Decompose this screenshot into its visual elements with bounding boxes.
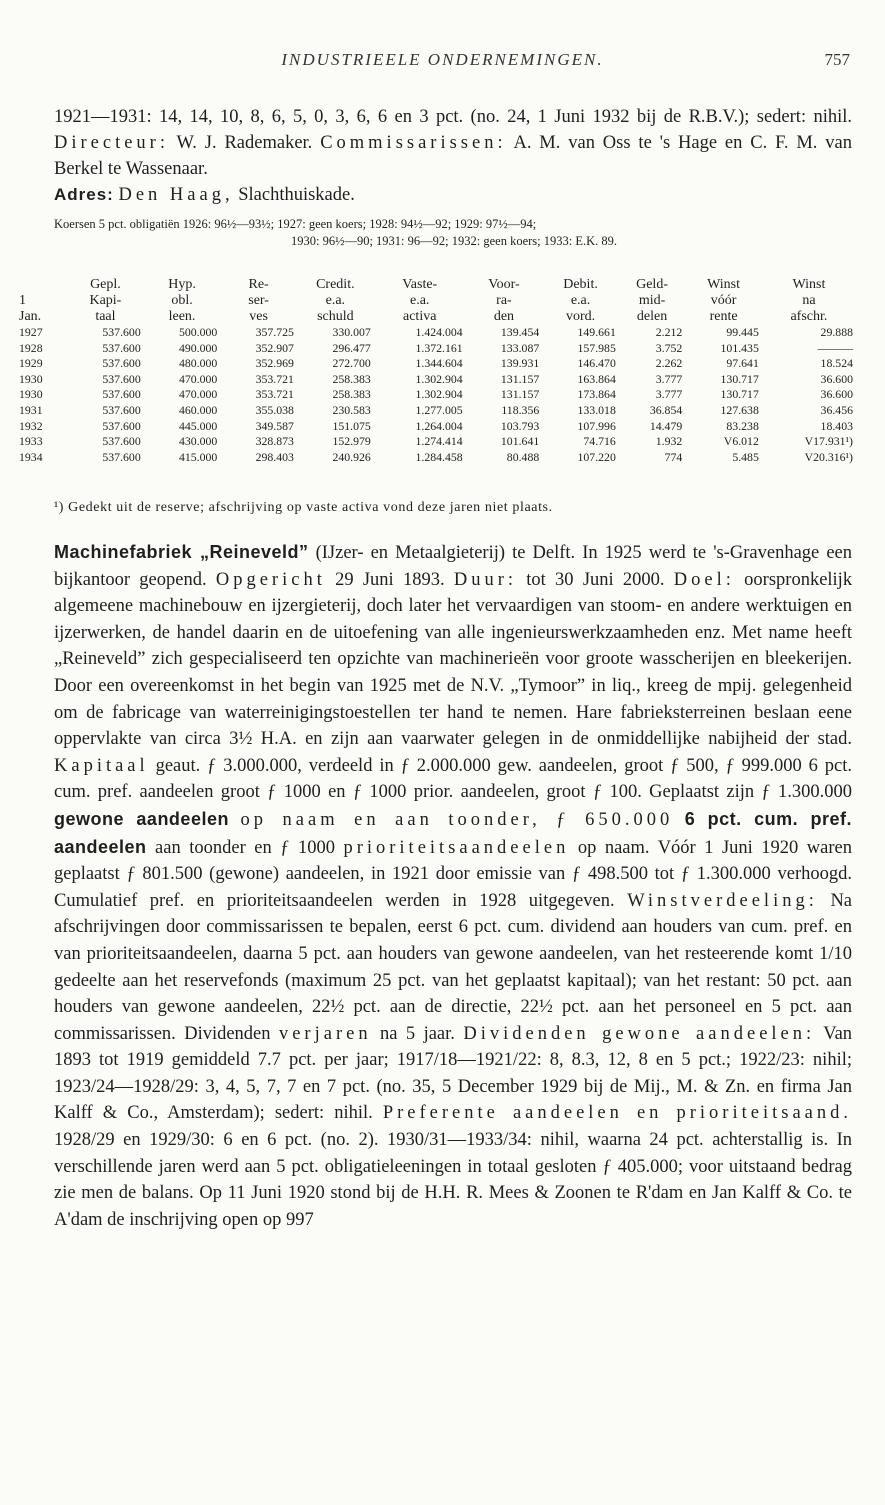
table-cell: 230.583 — [332, 402, 371, 417]
table-cell: 107.996 — [577, 418, 616, 433]
table-header-row — [16, 277, 856, 325]
table-cell: 537.600 — [102, 402, 141, 417]
column-header-line: e.a. — [325, 293, 346, 308]
kapitaal-label: Kapitaal — [54, 755, 149, 776]
table-cell: 352.907 — [255, 340, 294, 355]
dividend-history: 1921—1931: 14, 14, 10, 8, 6, 5, 0, 3, 6, 6 en 3 pct. (no. 24, 1 Juni 1932 bij de R.B.V.); sedert: nihil. — [54, 107, 852, 127]
dividenden-gewone-value: Van 1893 tot 1919 gemiddeld 7.7 pct. per jaar; 1917/18—1921/22: 8, 8.3, 12, 8 en 5 pct.; 1922/23: nihil; 1923/24—1928/29: 3, 4, 5, 7, 7 en 7 pct. (no. 35, 5 December 1929 bij de Mij., M. & Zn. en firma Jan Kalff & Co., Amsterdam); sedert: nihil. — [54, 1023, 853, 1124]
page-number: 757 — [824, 50, 850, 69]
column-header-line: na — [802, 293, 816, 308]
bond-prices — [54, 216, 854, 250]
column-header-line: rente — [709, 309, 738, 324]
table-cell: 80.488 — [506, 449, 540, 464]
row-year-cell: 1929 — [19, 356, 43, 371]
directeur-value: W. J. Rademaker. — [176, 133, 313, 153]
table-row — [16, 434, 856, 450]
table-cell: 2.262 — [655, 356, 683, 371]
table-cell: 353.721 — [255, 371, 294, 386]
column-header-line: Debit. — [563, 277, 598, 292]
table-body — [16, 325, 856, 465]
table-cell: 107.220 — [577, 449, 616, 464]
table-cell: 537.600 — [102, 340, 141, 355]
duur-label: Duur: — [453, 569, 518, 590]
company-intro: (IJzer- en Metaalgieterij) te Delft. In 1925 werd te 's-Gravenhage een bijkantoor geopend. — [54, 543, 853, 590]
table-cell: 537.600 — [102, 418, 141, 433]
column-header-line: e.a. — [570, 293, 591, 308]
column-header-line: Hyp. — [168, 277, 196, 292]
table-cell: 258.383 — [332, 387, 371, 402]
gewone-aandeelen-value: op naam en aan toonder, ƒ 650.000 — [240, 809, 674, 830]
table-cell: 537.600 — [102, 387, 141, 402]
table-cell: 1.424.004 — [415, 325, 463, 339]
table-row — [16, 387, 856, 403]
table-cell: 3.777 — [655, 371, 683, 386]
table-cell: 130.717 — [720, 371, 759, 386]
row-year-cell: 1927 — [19, 325, 43, 339]
column-header-line: delen — [636, 309, 668, 324]
column-header-line: Voor- — [488, 277, 520, 292]
table-cell: 83.238 — [726, 418, 759, 433]
table-cell: 133.018 — [577, 402, 616, 417]
column-header-line: activa — [403, 309, 437, 324]
table-cell: 36.854 — [649, 402, 683, 417]
table-row — [16, 372, 856, 388]
table-cell: 18.524 — [820, 356, 853, 371]
column-header-line: ra- — [496, 293, 512, 308]
table-cell: 537.600 — [102, 356, 141, 371]
column-header — [144, 277, 221, 325]
row-year-cell: 1932 — [19, 418, 43, 433]
pref-aandeelen-value: aan toonder en ƒ 1000 — [155, 837, 335, 858]
column-header-line: Jan. — [19, 309, 42, 324]
table-cell: 74.716 — [583, 434, 616, 449]
table-cell: 133.087 — [500, 340, 540, 355]
column-header — [685, 277, 762, 325]
column-header-line: schuld — [317, 309, 354, 324]
table-cell: 36.600 — [820, 387, 853, 402]
prior-aandeelen-value: op naam. Vóór 1 Juni 1920 waren geplaatst ƒ 801.500 (gewone) aandeelen, in 1921 door emissie van ƒ 498.500 tot ƒ 1.300.000 verhoogd. Cumulatief pref. en prioriteitsaandeelen werden in 1928 uitgegeven. — [54, 837, 852, 911]
prior-aandeelen-label: prioriteitsaandeelen — [343, 837, 570, 858]
column-header — [67, 277, 144, 325]
column-header-line: 1 — [19, 293, 26, 308]
table-cell: 537.600 — [102, 325, 141, 339]
doel-label: Doel: — [673, 569, 735, 590]
table-cell: 445.000 — [178, 418, 218, 433]
table-cell: 14.479 — [649, 418, 683, 433]
table-cell: 352.969 — [255, 356, 294, 371]
table-cell: 357.725 — [255, 325, 294, 339]
table-row — [16, 403, 856, 419]
verjaren-value: na 5 jaar. — [380, 1023, 455, 1044]
table-cell: 101.435 — [720, 340, 759, 355]
column-header-line: den — [493, 309, 515, 324]
dividenden-gewone-label: Dividenden gewone aandeelen: — [463, 1023, 816, 1044]
table-cell: 774 — [664, 449, 683, 464]
financial-table — [16, 277, 856, 465]
table-footnote: ¹) Gedekt uit de reserve; afschrijving op vaste activa vond deze jaren niet plaats. — [54, 500, 553, 515]
column-header-line: Re- — [248, 277, 269, 292]
table-cell: 1.302.904 — [415, 371, 463, 386]
table-cell: 118.356 — [501, 402, 540, 417]
verjaren-label: verjaren — [278, 1023, 372, 1044]
duur-value: tot 30 Juni 2000. — [526, 569, 665, 590]
table-cell: 163.864 — [577, 371, 616, 386]
table-cell: 328.873 — [255, 434, 294, 449]
table-cell: 330.007 — [332, 325, 371, 339]
table-cell: 537.600 — [102, 449, 141, 464]
table-cell: V6.012 — [723, 434, 759, 449]
column-header — [466, 277, 543, 325]
table-cell: 1.264.004 — [415, 418, 463, 433]
table-cell: 5.485 — [732, 449, 759, 464]
company-article — [54, 539, 852, 1233]
row-year-cell: 1930 — [19, 387, 43, 402]
winstverdeeling-label: Winstverdeeling: — [627, 890, 818, 911]
table-cell: 1.372.161 — [415, 340, 463, 355]
table-cell: V17.931¹) — [804, 434, 853, 449]
bond-prices-line-2: 1930: 96½—90; 1931: 96—92; 1932: geen koers; 1933: E.K. 89. — [290, 234, 618, 248]
table-row — [16, 419, 856, 435]
doel-value: oorspronkelijk algemeene machinebouw en ijzergieterij, doch later het vervaardigen van stoom- en andere werktuigen en ijzerwerken, de handel daarin en de uitoefening van alle ingenieurswerkzaamheden enz. Met name heeft „Reineveld” zich gespecialiseerd ten opzichte van machinerieën voor groote wasscherijen en bleekerijen. Door een overeenkomst in het begin van 1925 met de N.V. „Tymoor” in liq., kreeg de mpij. gelegenheid om de fabricage van waterreinigingstoestellen ter hand te nemen. Hare fabrieksterreinen beslaan eene oppervlakte van circa 3½ H.A. en zijn aan vaarwater gelegen in de onmiddellijke nabijheid der stad. — [54, 569, 853, 750]
commissarissen-value: A. M. van Oss te 's Hage en C. F. M. van Berkel te Wassenaar. — [54, 133, 853, 179]
adres-label: Adres: — [54, 185, 114, 204]
table-cell: 36.456 — [820, 402, 853, 417]
column-header-line: Kapi- — [89, 293, 122, 308]
column-header — [619, 277, 685, 325]
column-header-line: Credit. — [316, 277, 355, 292]
table-cell: 3.777 — [655, 387, 683, 402]
table-cell: 355.038 — [255, 402, 294, 417]
intro-paragraph — [54, 104, 852, 208]
row-year-cell: 1931 — [19, 402, 43, 417]
column-header-line: afschr. — [790, 309, 828, 324]
column-header — [374, 277, 466, 325]
table-cell: 349.587 — [255, 418, 294, 433]
table-cell: 296.477 — [332, 340, 371, 355]
table-cell: 258.383 — [332, 371, 371, 386]
column-header — [220, 277, 297, 325]
table-cell: 240.926 — [332, 449, 371, 464]
column-header-line: vord. — [565, 309, 596, 324]
table-cell: 97.641 — [726, 356, 759, 371]
table-row — [16, 325, 856, 341]
table-cell: 18.403 — [820, 418, 853, 433]
table-cell: 1.274.414 — [415, 434, 463, 449]
column-header-line: Gepl. — [90, 277, 121, 292]
opgericht-value: 29 Juni 1893. — [335, 569, 445, 590]
table-cell: 146.470 — [577, 356, 616, 371]
table-cell: 430.000 — [178, 434, 218, 449]
adres-city: Den Haag, — [118, 185, 234, 205]
directeur-label: Directeur: — [54, 133, 169, 153]
column-header — [762, 277, 856, 325]
opgericht-label: Opgericht — [215, 569, 326, 590]
table-cell: 173.864 — [577, 387, 616, 402]
column-header-line: ves — [249, 309, 268, 324]
table-cell: 139.931 — [500, 356, 540, 371]
column-header — [542, 277, 619, 325]
table-cell: 537.600 — [102, 371, 141, 386]
table-cell: 157.985 — [577, 340, 616, 355]
commissarissen-label: Commissarissen: — [320, 133, 507, 153]
gewone-aandeelen-label: gewone aandeelen — [54, 808, 229, 829]
column-header-line: e.a. — [410, 293, 430, 308]
table-cell: 139.454 — [500, 325, 540, 339]
pref-aandeelen-label: 6 pct. cum. pref. aandeelen — [54, 808, 853, 857]
column-header — [16, 277, 67, 325]
column-header-line: taal — [95, 309, 116, 324]
table-cell: 103.793 — [500, 418, 540, 433]
table-row — [16, 356, 856, 372]
table-cell: 460.000 — [178, 402, 218, 417]
row-year-cell: 1933 — [19, 434, 43, 449]
table-cell: 131.157 — [500, 371, 540, 386]
running-title: INDUSTRIEELE ONDERNEMINGEN. — [281, 50, 604, 69]
page-header — [0, 50, 885, 74]
table-cell: 3.752 — [655, 340, 683, 355]
row-year-cell: 1934 — [19, 449, 43, 464]
table-cell: 1.284.458 — [415, 449, 463, 464]
column-header-line: Geld- — [636, 277, 668, 292]
table-cell: 36.600 — [820, 371, 853, 386]
column-header — [297, 277, 374, 325]
pref-dividend-label: Preferente aandeelen en prioriteitsaand. — [382, 1103, 852, 1124]
table-cell: 1.277.005 — [415, 402, 463, 417]
table-row — [16, 341, 856, 357]
table-cell: 2.212 — [655, 325, 683, 339]
column-header-line: leen. — [168, 309, 196, 324]
table-cell: 1.302.904 — [415, 387, 463, 402]
table-cell: 149.661 — [577, 325, 616, 339]
column-header-line: mid- — [638, 293, 666, 308]
table-cell: 415.000 — [178, 449, 218, 464]
table-cell: 353.721 — [255, 387, 294, 402]
table-cell: 99.445 — [726, 325, 759, 339]
table-cell: 470.000 — [178, 387, 218, 402]
table-cell: 490.000 — [178, 340, 218, 355]
row-year-cell: 1928 — [19, 340, 43, 355]
table-cell: 1.932 — [655, 434, 683, 449]
bond-prices-line-1: Koersen 5 pct. obligatiën 1926: 96½—93½; 1927: geen koers; 1928: 94½—92; 1929: 97½—94; — [54, 217, 537, 231]
table-cell: 101.641 — [500, 434, 540, 449]
pref-dividend-value: 1928/29 en 1929/30: 6 en 6 pct. (no. 2). 1930/31—1933/34: nihil, waarna 24 pct. achterstallig is. In verschillende jaren werd aan 5 pct. obligatieleeningen in totaal gesloten ƒ 405.000; voor uitstaand bedrag zie men de balans. Op 11 Juni 1920 stond bij de H.H. R. Mees & Zoonen te R'dam en Jan Kalff & Co. te A'dam de inschrijving open op 997 — [54, 1130, 852, 1230]
column-header-line: Winst — [792, 277, 826, 292]
table-cell: V20.316¹) — [804, 449, 853, 464]
table-cell: 130.717 — [720, 387, 759, 402]
column-header-line: ser- — [248, 293, 269, 308]
table-cell: 151.075 — [332, 418, 371, 433]
table-cell: 131.157 — [500, 387, 540, 402]
winstverdeeling-fraction: 1/10 — [819, 943, 852, 964]
table-cell: 470.000 — [178, 371, 218, 386]
table-cell: 480.000 — [178, 356, 218, 371]
table-row — [16, 450, 856, 466]
row-year-cell: 1930 — [19, 371, 43, 386]
winstverdeeling-value-a: Na afschrijvingen door commissarissen te bepalen, eerst 6 pct. cum. dividend aan houders van cum. pref. en van prioriteitsaandeelen, daarna 5 pct. aan houders van gewone aandeelen, van het resteerende komt — [54, 890, 853, 964]
table-cell: 537.600 — [102, 434, 141, 449]
table-cell: ——— — [817, 340, 853, 355]
column-header-line: obl. — [171, 293, 193, 308]
adres-street: Slachthuiskade. — [238, 185, 355, 205]
table-cell: 1.344.604 — [415, 356, 463, 371]
table-cell: 500.000 — [178, 325, 218, 339]
table-cell: 298.403 — [255, 449, 294, 464]
table-cell: 127.638 — [720, 402, 759, 417]
column-header-line: Vaste- — [402, 277, 438, 292]
company-name: Machinefabriek „Reineveld” — [54, 542, 309, 562]
table-cell: 272.700 — [332, 356, 371, 371]
column-header-line: vóór — [710, 293, 737, 308]
winstverdeeling-value-b: gedeelte aan het reservefonds (maximum 25 pct. van het geplaatst kapitaal); van het restant: 50 pct. aan houders van gewone aandeelen, 22½ pct. aan de directie, 22½ pct. aan het personeel en 5 pct. aan commissarissen. Dividenden — [54, 970, 852, 1044]
table-cell: 29.888 — [820, 325, 853, 339]
kapitaal-value: geaut. ƒ 3.000.000, verdeeld in ƒ 2.000.000 gew. aandeelen, groot ƒ 500, ƒ 999.000 6 pct. cum. pref. aandeelen groot ƒ 1000 en ƒ 1000 prior. aandeelen, groot ƒ 100. Geplaatst zijn ƒ 1.300.000 — [54, 755, 853, 803]
table-cell: 152.979 — [332, 434, 371, 449]
column-header-line: Winst — [707, 277, 740, 292]
